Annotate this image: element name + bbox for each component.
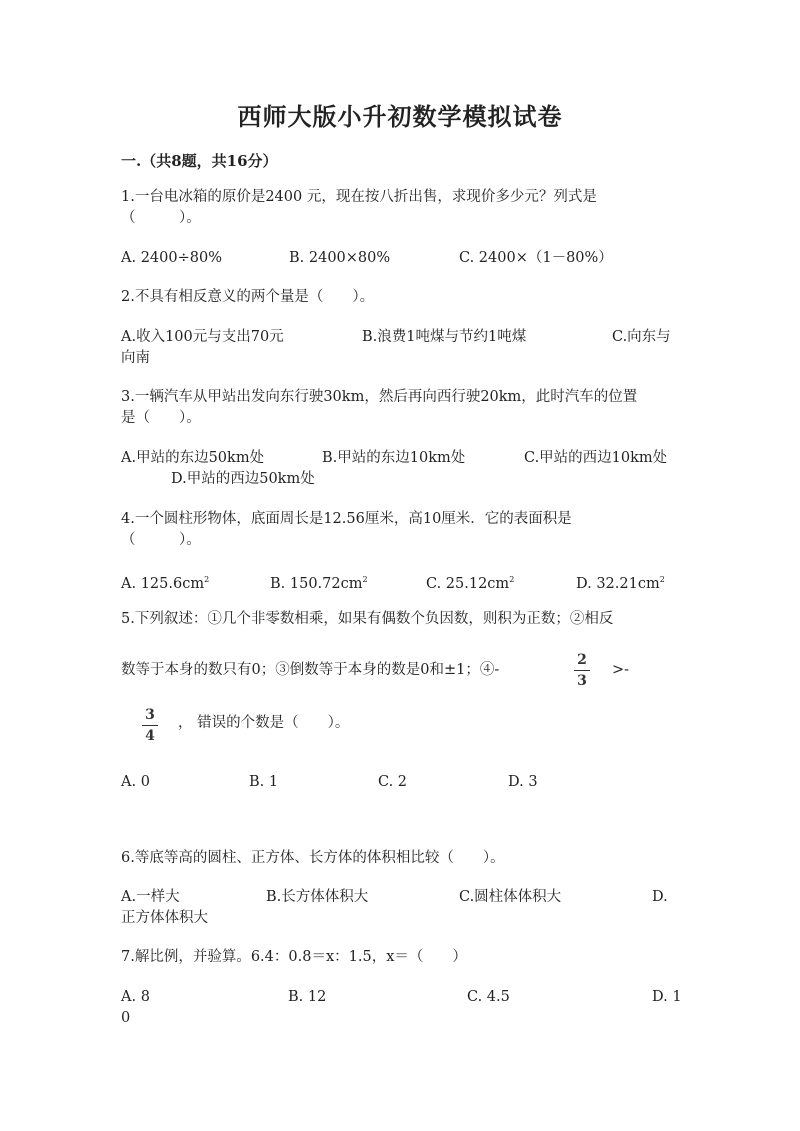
q5-option-c: C. 2 (378, 774, 408, 790)
page-title: 西师大版小升初数学模拟试卷 (237, 102, 563, 131)
q4-option-a: A. $125.6cm^2$ (121, 575, 210, 592)
q7-option-c: C. 4.5 (467, 989, 510, 1005)
q2-stem: 2.不具有相反意义的两个量是（ ）。 (121, 289, 375, 305)
q6-option-a: A.一样大 (121, 889, 180, 905)
q5-greater-than-sign: >- (612, 662, 630, 678)
q3-option-b: B.甲站的东边10km处 (322, 450, 466, 466)
q6-option-c: C.圆柱体体积大 (459, 889, 562, 905)
q6-option-d-part2: 正方体体积大 (121, 910, 208, 926)
fraction-numerator: 3 (145, 707, 155, 723)
q1-option-b: B. 2400×80% (289, 250, 391, 266)
q6-stem: 6.等底等高的圆柱、正方体、长方体的体积相比较（ ）。 (121, 850, 505, 866)
q5-stem-line2: 数等于本身的数只有0；③倒数等于本身的数是0和±1；④- (121, 662, 500, 678)
q7-option-b: B. 12 (288, 989, 327, 1005)
q4-option-c: C. $25.12cm^2$ (426, 575, 515, 592)
q4-option-b: B. $150.72cm^2$ (270, 575, 368, 592)
q3-stem-line2: 是（ ）。 (121, 410, 201, 426)
q2-option-b: B.浪费1吨煤与节约1吨煤 (362, 329, 527, 345)
q1-stem-line1: 1.一台电冰箱的原价是2400 元，现在按八折出售，求现价多少元？列式是 (121, 189, 597, 205)
q7-stem: 7.解比例，并验算。6.4：0.8＝x：1.5，x＝（ ） (121, 949, 467, 965)
q5-option-a: A. 0 (121, 774, 150, 790)
section-heading: 一.（共8题，共16分） (121, 152, 278, 170)
q7-option-d-part2: 0 (121, 1010, 131, 1026)
fraction-denominator: 3 (577, 673, 587, 689)
q1-stem-line2: （ ）。 (121, 210, 201, 226)
q2-option-c-part2: 向南 (121, 350, 150, 366)
q4-option-d: D. $32.21cm^2$ (576, 575, 665, 592)
q3-stem-line1: 3.一辆汽车从甲站出发向东行驶30km，然后再向西行驶20km，此时汽车的位置 (121, 389, 638, 405)
fraction-denominator: 4 (145, 728, 155, 744)
q5-option-d: D. 3 (508, 774, 538, 790)
q5-fraction-two-thirds (574, 652, 590, 689)
fraction-numerator: 2 (577, 652, 587, 668)
q6-option-d-part1: D. (652, 889, 668, 905)
q2-option-a: A.收入100元与支出70元 (121, 329, 284, 345)
q4-stem-line1: 4.一个圆柱形物体，底面周长是12.56厘米，高10厘米．它的表面积是 (121, 511, 572, 527)
q5-stem-line3: ， 错误的个数是（ ）。 (178, 715, 350, 731)
fraction-bar (574, 670, 590, 671)
q2-option-c-part1: C.向东与 (612, 329, 671, 345)
q3-option-c: C.甲站的西边10km处 (524, 450, 668, 466)
q1-option-c: C. 2400×（1－80%） (459, 250, 613, 266)
q4-stem-line2: （ ）。 (121, 532, 201, 548)
q5-option-b: B. 1 (249, 774, 279, 790)
q5-stem-line1: 5.下列叙述：①几个非零数相乘，如果有偶数个负因数，则积为正数；②相反 (121, 611, 614, 627)
fraction-bar (142, 725, 158, 726)
q5-fraction-three-quarters (142, 707, 158, 744)
q6-option-b: B.长方体体积大 (266, 889, 369, 905)
q7-option-d-part1: D. 1 (652, 989, 682, 1005)
q7-option-a: A. 8 (121, 989, 150, 1005)
q3-option-a: A.甲站的东边50km处 (121, 450, 265, 466)
q3-option-d: D.甲站的西边50km处 (171, 471, 315, 487)
q1-option-a: A. 2400÷80% (121, 250, 222, 266)
